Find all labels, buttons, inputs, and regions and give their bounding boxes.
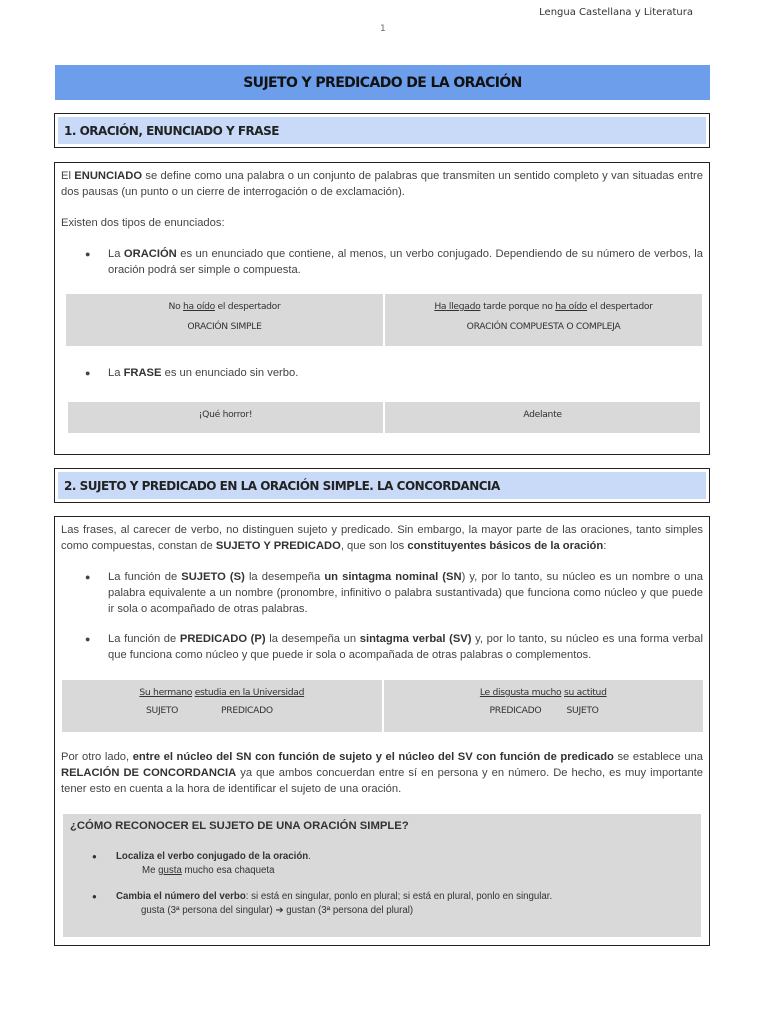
section1-heading: 1. ORACIÓN, ENUNCIADO Y FRASE xyxy=(64,123,279,138)
concordancia-paragraph: Por otro lado, entre el núcleo del SN con función de sujeto y el núcleo del SV con función de predicado se establece una RELACIÓN DE CONCORDANCIA ya que ambos concuerdan entre sí en persona y en número. De hecho, es muy importante tener esto en cuenta a la hora de identificar el sujeto de una oración. xyxy=(61,751,703,795)
list-item-predicado: ● La función de PREDICADO (P) la desempeña un sintagma verbal (SV) y, por lo tanto, su núcleo es una forma verbal que funciona como núcleo y que puede ir sola o acompañada de otras palabras o complementos. xyxy=(85,633,703,661)
table-cell: ¡Qué horror! xyxy=(68,402,385,433)
example-table-concordancia xyxy=(62,680,703,732)
subject-header: Lengua Castellana y Literatura xyxy=(539,7,693,18)
example-table-oracion xyxy=(66,294,702,346)
section2-heading: 2. SUJETO Y PREDICADO EN LA ORACIÓN SIMPLE. LA CONCORDANCIA xyxy=(64,478,500,493)
section1-content xyxy=(54,162,710,455)
list-item-sujeto: ● La función de SUJETO (S) la desempeña un sintagma nominal (SN) y, por lo tanto, su núcleo es un nombre o una palabra equivalente a un nombre (pronombre, infinitivo o palabra sustantivada) que funciona como núcleo y que puede ir sola o acompañado de otras palabras. xyxy=(85,571,703,615)
table-cell: Adelante xyxy=(523,409,562,420)
enunciado-types-intro: Existen dos tipos de enunciados: xyxy=(61,217,225,229)
enunciado-definition: El ENUNCIADO se define como una palabra o un conjunto de palabras que transmiten un sentido completo y van situadas entre dos pausas (un punto o un cierre de interrogación o de exclamación). xyxy=(61,170,703,198)
list-item-step1: ● Localiza el verbo conjugado de la oración. Me gusta mucho esa chaqueta xyxy=(92,851,311,876)
table-cell: Ha llegado tarde porque no ha oído el despertador ORACIÓN COMPUESTA O COMPLEJA xyxy=(434,301,653,332)
how-to-heading: ¿CÓMO RECONOCER EL SUJETO DE UNA ORACIÓN SIMPLE? xyxy=(70,820,409,832)
section2-content xyxy=(54,516,710,946)
section1-heading-box xyxy=(54,113,710,148)
list-item-frase: ● La FRASE es un enunciado sin verbo. xyxy=(85,367,299,379)
how-to-box xyxy=(63,814,701,937)
intro-paragraph: Las frases, al carecer de verbo, no distinguen sujeto y predicado. Sin embargo, la mayor parte de las oraciones, tanto simples como compuestas, constan de SUJETO Y PREDICADO, que son los constituyentes básicos de la oración: xyxy=(61,524,703,552)
page-title: SUJETO Y PREDICADO DE LA ORACIÓN xyxy=(243,74,522,91)
table-cell: Su hermano estudia en la Universidad SUJETO PREDICADO xyxy=(62,680,384,732)
table-cell: No ha oído el despertador ORACIÓN SIMPLE xyxy=(66,294,385,346)
example-table-frase xyxy=(68,402,700,433)
list-item-step2: ● Cambia el número del verbo: si está en singular, ponlo en plural; si está en plural, ponlo en singular. gusta (3ª persona del singular) ➔ gustan (3ª persona del plural) xyxy=(92,891,553,916)
page-number: 1 xyxy=(380,24,386,34)
title-banner xyxy=(55,65,710,100)
list-item-oracion: ● La ORACIÓN es un enunciado que contiene, al menos, un verbo conjugado. Dependiendo de su número de verbos, la oración podrá ser simple o compuesta. xyxy=(85,248,703,276)
table-cell: Le disgusta mucho su actitud PREDICADO SUJETO xyxy=(479,687,607,716)
section2-heading-box xyxy=(54,468,710,503)
